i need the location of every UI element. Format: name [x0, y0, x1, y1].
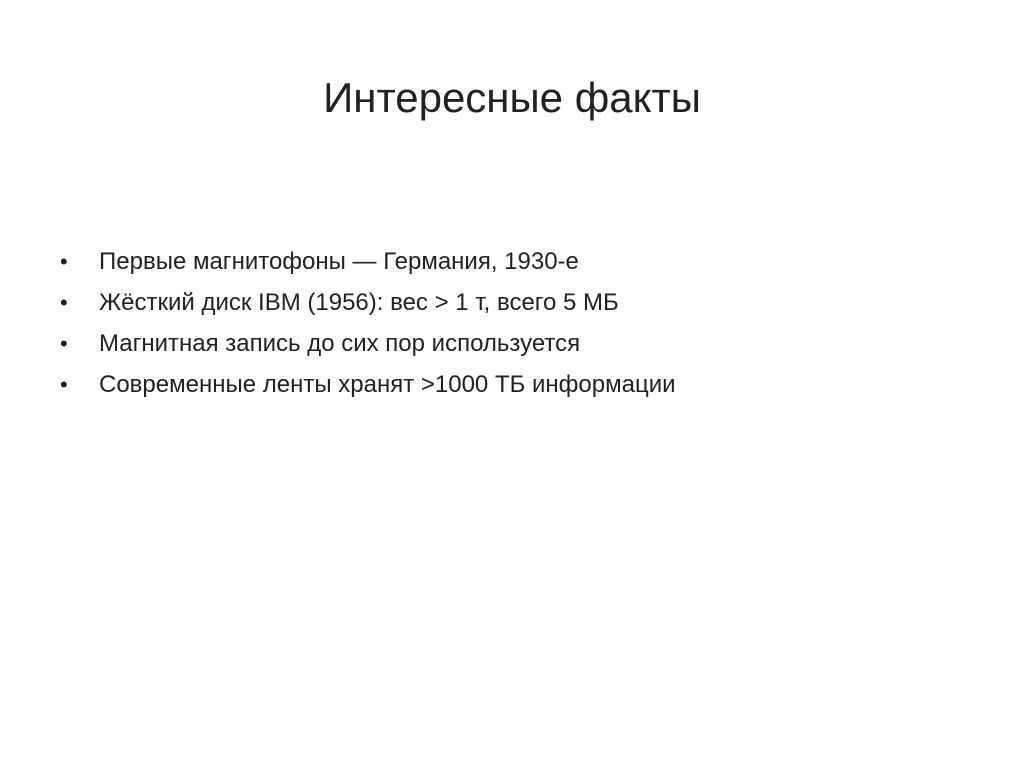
bullet-list [60, 244, 960, 408]
bullet-item [60, 285, 960, 326]
bullet-item [60, 244, 960, 285]
bullet-text: Первые магнитофоны — Германия, 1930-е [99, 248, 579, 275]
bullet-icon: • [60, 331, 68, 356]
bullet-item [60, 367, 960, 408]
bullet-text: Жёсткий диск IBM (1956): вес > 1 т, всего 5 МБ [99, 289, 619, 316]
bullet-icon: • [60, 372, 68, 397]
bullet-icon: • [60, 249, 68, 274]
slide-title: Интересные факты [323, 74, 701, 121]
bullet-item [60, 326, 960, 367]
bullet-text: Современные ленты хранят >1000 ТБ информации [99, 371, 676, 398]
bullet-icon: • [60, 290, 68, 315]
bullet-text: Магнитная запись до сих пор используется [99, 330, 581, 357]
